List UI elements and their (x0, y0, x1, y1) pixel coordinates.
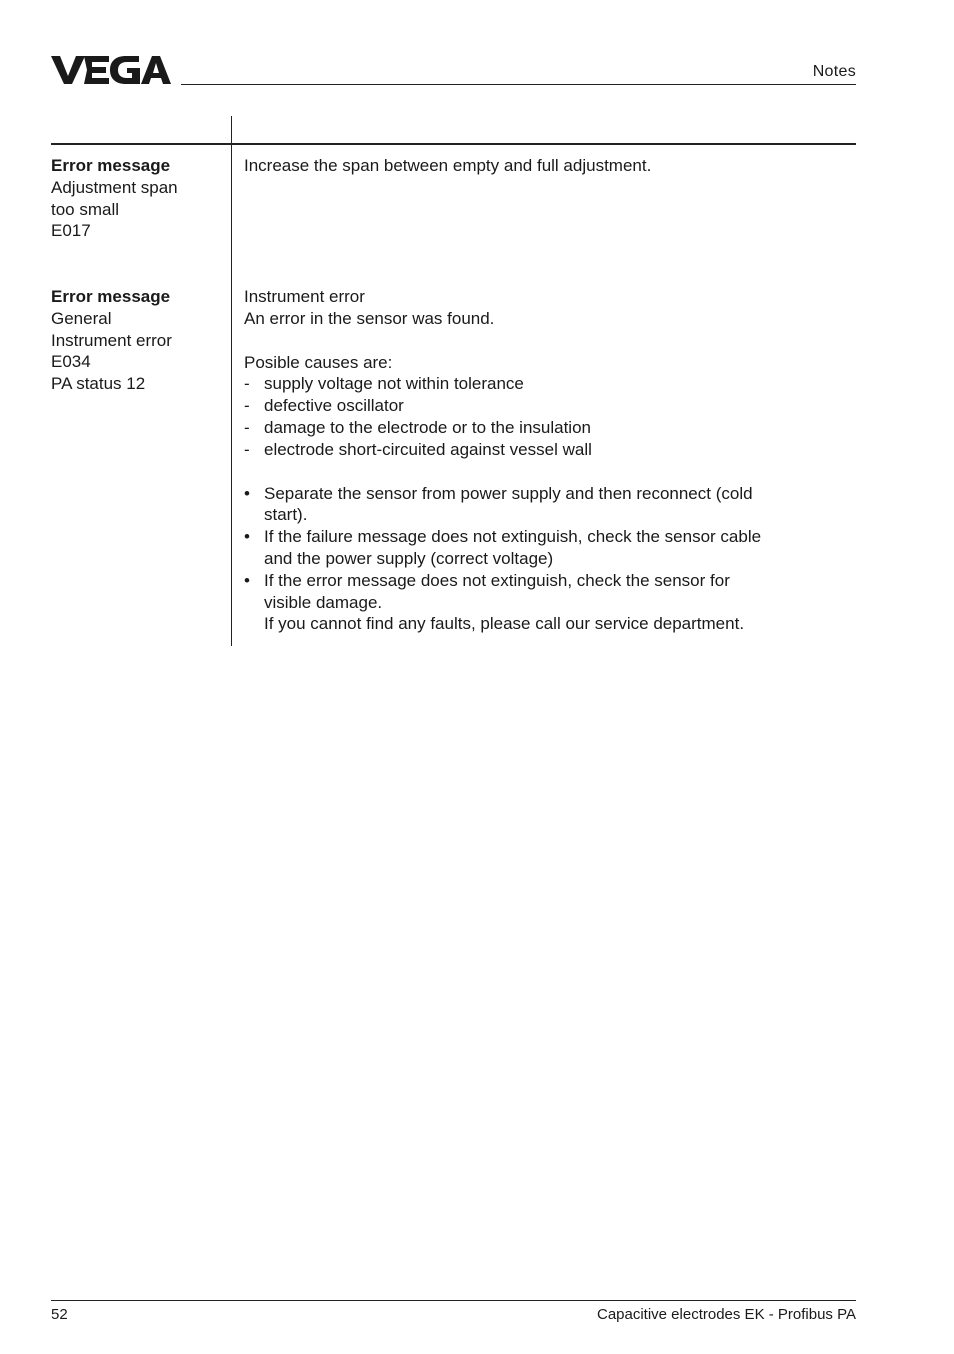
causes-label: Posible causes are: (244, 352, 393, 372)
pa-status: PA status 12 (51, 374, 146, 394)
vega-logo (51, 54, 171, 86)
error-entry-label-column (51, 286, 226, 395)
action-item-continuation: start). (264, 505, 308, 525)
error-name-line: too small (51, 199, 120, 219)
footer-rule (51, 1300, 856, 1301)
error-entry-label-column (51, 155, 226, 242)
page-number: 52 (51, 1306, 68, 1323)
action-item: • If the error message does not extinguish, check the sensor for (244, 570, 730, 590)
error-name-line: General (51, 308, 112, 328)
error-description: Instrument error (244, 287, 365, 306)
error-entry-remedy-column (244, 155, 856, 177)
error-description: An error in the sensor was found. (244, 308, 495, 328)
action-item-continuation: visible damage. (264, 592, 383, 612)
cause-item: - damage to the electrode or to the insulation (244, 417, 591, 437)
error-entry-remedy-column (244, 286, 856, 635)
error-name-line: Adjustment span (51, 177, 178, 197)
error-heading: Error message (51, 156, 171, 175)
error-code: E034 (51, 352, 91, 372)
table-top-rule (51, 143, 856, 145)
action-item: • Separate the sensor from power supply and then reconnect (cold (244, 483, 753, 503)
column-divider (231, 116, 232, 646)
error-name-line: Instrument error (51, 330, 172, 350)
remedy-text: Increase the span between empty and full adjustment. (244, 156, 652, 175)
cause-item: - supply voltage not within tolerance (244, 374, 524, 394)
section-title: Notes (812, 63, 856, 80)
cause-item: - defective oscillator (244, 396, 404, 416)
header-rule (181, 84, 856, 85)
action-item-continuation: and the power supply (correct voltage) (264, 548, 554, 568)
footer-doc-title: Capacitive electrodes EK - Profibus PA (596, 1306, 856, 1323)
error-heading: Error message (51, 287, 171, 306)
closing-note: If you cannot find any faults, please call our service department. (264, 614, 745, 634)
action-item: • If the failure message does not extinguish, check the sensor cable (244, 527, 762, 547)
error-code: E017 (51, 221, 91, 241)
cause-item: - electrode short-circuited against vessel wall (244, 439, 592, 459)
